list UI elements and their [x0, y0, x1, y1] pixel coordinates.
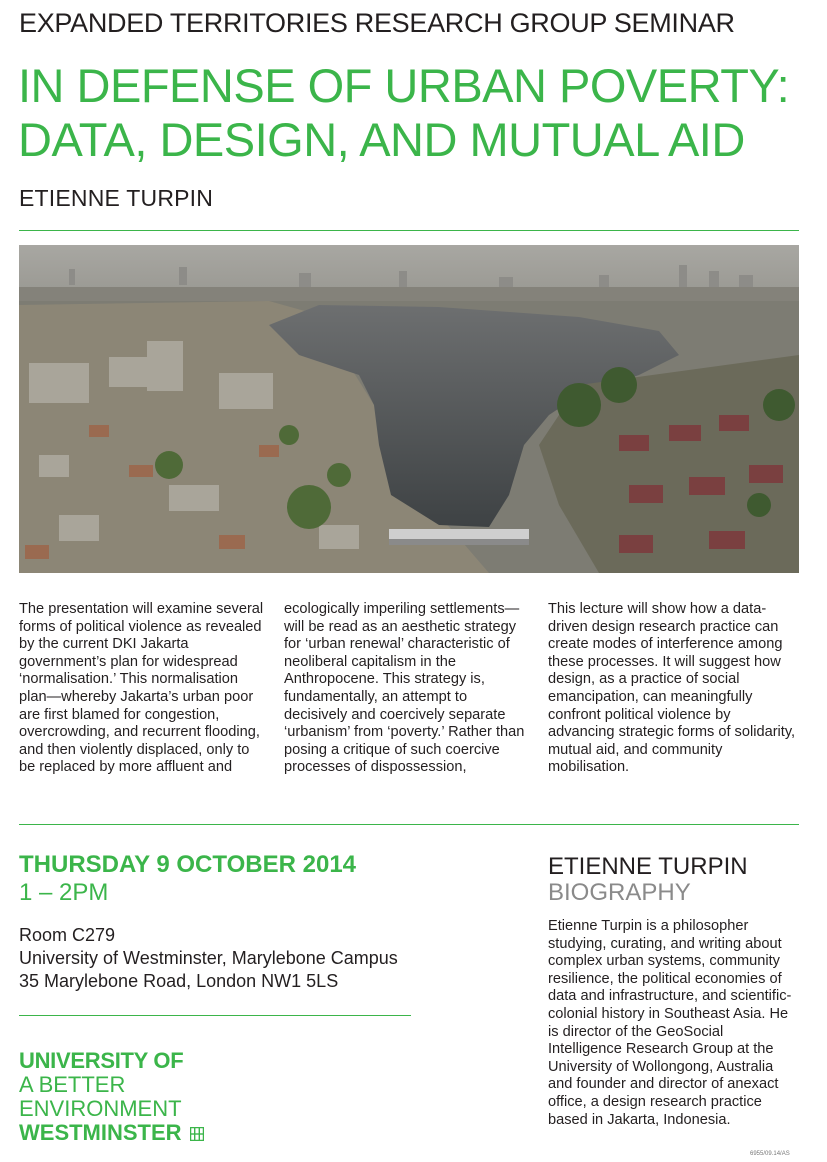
- bio-text: Etienne Turpin is a philosopher studying, curating, and writing about complex urban systems, community resilience, the political economies of data and infrastructure, and scientific-colonial history in Southeast Asia. He is director of the GeoSocial Intelligence Research Group at the University of Wollongong, Australia and founder and director of anexact office, a design research practice based in Jakarta, Indonesia.: [548, 918, 792, 1128]
- abstract-column-2: ecologically imperiling settlements—will be read as an aesthetic strategy for ‘urban renewal’ characteristic of neoliberal capitalism in the Anthropocene. This strategy is, fundamentally, an attempt to decisively and coercively separate ‘urbanism’ from ‘poverty.’ Rather than posing a critique of such coercive processes of dispossession,: [284, 601, 525, 776]
- event-address: 35 Marylebone Road, London NW1 5LS: [19, 971, 339, 991]
- lecture-title-line-2: DATA, DESIGN, AND MUTUAL AID: [18, 113, 745, 166]
- event-room: Room C279: [19, 925, 116, 945]
- print-code: 6955/09.14/AS: [750, 1151, 790, 1157]
- seminar-series-title: EXPANDED TERRITORIES RESEARCH GROUP SEMINAR: [19, 8, 735, 38]
- university-logo-line-3: ENVIRONMENT: [19, 1096, 182, 1121]
- divider-middle: [19, 824, 799, 825]
- aerial-photo-jakarta: [19, 245, 799, 573]
- university-logo-line-4: WESTMINSTER: [19, 1120, 182, 1145]
- university-crest-icon: [190, 1127, 204, 1146]
- bio-speaker-name: ETIENNE TURPIN: [548, 853, 748, 880]
- divider-top: [19, 230, 799, 231]
- abstract-column-3: This lecture will show how a data-driven design research practice can create modes of interference among these processes. It will suggest how design, as a practice of social emancipation, can meaningfully confront political violence by advancing strategic forms of solidarity, mutual aid, and community mobilisation.: [548, 601, 796, 776]
- lecture-title-line-1: IN DEFENSE OF URBAN POVERTY:: [18, 59, 790, 112]
- divider-logo: [19, 1015, 411, 1016]
- abstract-column-1: The presentation will examine several forms of political violence as revealed by the current DKI Jakarta government’s plan for widespread ‘normalisation.’ This normalisation plan—whereby Jakarta’s urban poor are first blamed for congestion, overcrowding, and recurrent flooding, and then violently displaced, only to be replaced by more affluent and: [19, 601, 264, 776]
- speaker-name: ETIENNE TURPIN: [19, 185, 214, 211]
- event-time: 1 – 2PM: [19, 879, 109, 906]
- university-logo-line-1: UNIVERSITY OF: [19, 1048, 184, 1073]
- bio-heading: BIOGRAPHY: [548, 879, 691, 906]
- event-campus: University of Westminster, Marylebone Campus: [19, 948, 398, 968]
- university-logo-line-2: A BETTER: [19, 1072, 126, 1097]
- event-date: THURSDAY 9 OCTOBER 2014: [19, 851, 357, 878]
